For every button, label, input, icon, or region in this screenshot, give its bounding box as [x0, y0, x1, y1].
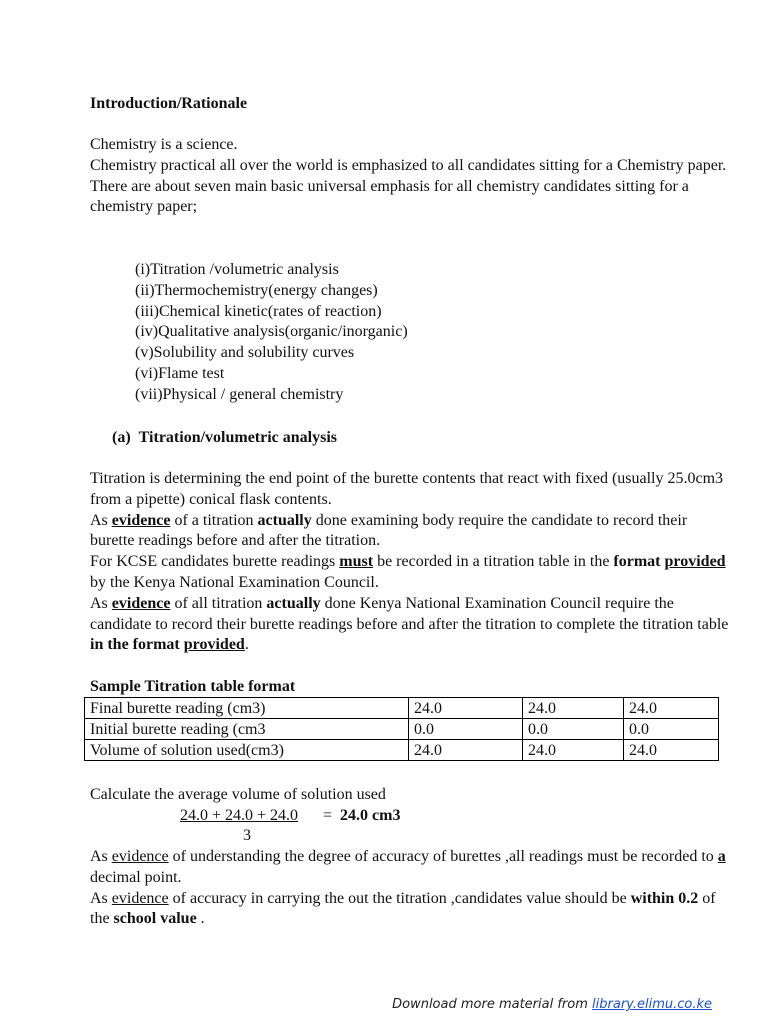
- table-cell: 0.0: [523, 719, 624, 740]
- table-row: [85, 740, 719, 761]
- page-footer: [392, 997, 712, 1012]
- list-item: (iv)Qualitative analysis(organic/inorganic): [135, 323, 408, 341]
- emphasis-school-value: school value: [113, 910, 197, 928]
- emphasis-must: must: [339, 553, 374, 571]
- intro-paragraphs: [90, 135, 730, 218]
- section-heading: [112, 428, 752, 449]
- section-marker: (a): [112, 429, 131, 446]
- list-item: (vii)Physical / general chemistry: [135, 385, 344, 403]
- table-cell: 24.0: [523, 740, 624, 761]
- emphasis-in-format: in the format: [90, 636, 180, 654]
- emphasis-evidence: evidence: [111, 889, 169, 907]
- table-cell: 24.0: [624, 698, 719, 719]
- closing-paragraphs: [90, 847, 730, 930]
- paragraph: As evidence of understanding the degree of accuracy of burettes ,all readings must be recorded to a decimal point.: [90, 848, 726, 886]
- result-value: 24.0 cm3: [340, 807, 401, 824]
- paragraph: Titration is determining the end point of the burette contents that react with fixed (usually 25.0cm3 from a pipette) conical flask contents.: [90, 470, 724, 508]
- titration-table: [84, 697, 719, 761]
- emphasis-actually: actually: [257, 511, 312, 529]
- table-cell: Initial burette reading (cm3: [85, 719, 409, 740]
- table-cell: 24.0: [523, 698, 624, 719]
- paragraph: As evidence of a titration actually done examining body require the candidate to record their burette readings before and after the titration.: [90, 511, 688, 550]
- emphasis-within: within 0.2: [630, 889, 699, 907]
- table-cell: 24.0: [624, 740, 719, 761]
- list-item: (ii)Thermochemistry(energy changes): [135, 281, 378, 299]
- table-cell: Final burette reading (cm3): [85, 698, 409, 719]
- list-item: (v)Solubility and solubility curves: [135, 344, 355, 362]
- table-title: Sample Titration table format: [90, 678, 296, 695]
- emphasis-provided: provided: [183, 636, 245, 654]
- emphasis-provided: provided: [664, 553, 726, 571]
- paragraph: As evidence of all titration actually done Kenya National Examination Council require the candidate to record their burette readings before and after the titration to complete the titration table in the format provided.: [90, 594, 729, 654]
- emphasis-a: a: [717, 848, 726, 865]
- equals-sign: =: [323, 807, 333, 824]
- intro-line: Chemistry is a science.: [90, 136, 238, 153]
- table-cell: 0.0: [624, 719, 719, 740]
- intro-line: There are about seven main basic universal emphasis for all chemistry candidates sitting for a chemistry paper;: [90, 177, 689, 216]
- numerator-expression: 24.0 + 24.0 + 24.0: [180, 807, 299, 824]
- emphasis-evidence: evidence: [111, 511, 171, 529]
- emphasis-actually: actually: [266, 594, 321, 612]
- calculation-prompt: Calculate the average volume of solution used: [90, 786, 386, 803]
- emphasis-evidence: evidence: [111, 848, 169, 865]
- list-item: (i)Titration /volumetric analysis: [135, 261, 339, 278]
- calculation-result: [323, 806, 400, 827]
- table-cell: 24.0: [409, 740, 523, 761]
- list-item: (vi)Flame test: [135, 364, 225, 382]
- paragraph: For KCSE candidates burette readings must be recorded in a titration table in the format provided by the Kenya National Examination Council.: [90, 553, 726, 591]
- page-title: Introduction/Rationale: [90, 95, 248, 112]
- intro-line: Chemistry practical all over the world is emphasized to all candidates sitting for a Chemistry paper.: [90, 156, 727, 174]
- titration-paragraphs: [90, 469, 730, 656]
- fraction-denominator: 3: [243, 827, 251, 844]
- table-cell: Volume of solution used(cm3): [85, 740, 409, 761]
- emphasis-format: format: [613, 553, 661, 571]
- paragraph: As evidence of accuracy in carrying the out the titration ,candidates value should be within 0.2 of the school value .: [90, 889, 716, 928]
- footer-link[interactable]: library.elimu.co.ke: [592, 997, 712, 1012]
- table-cell: 24.0: [409, 698, 523, 719]
- footer-text: Download more material from: [392, 997, 593, 1012]
- list-item: (iii)Chemical kinetic(rates of reaction): [135, 302, 382, 320]
- section-title: Titration/volumetric analysis: [138, 429, 338, 446]
- table-cell: 0.0: [409, 719, 523, 740]
- emphasis-list: [135, 260, 408, 406]
- fraction-numerator: [180, 806, 298, 827]
- table-row: [85, 719, 719, 740]
- table-row: [85, 698, 719, 719]
- emphasis-evidence: evidence: [111, 594, 171, 612]
